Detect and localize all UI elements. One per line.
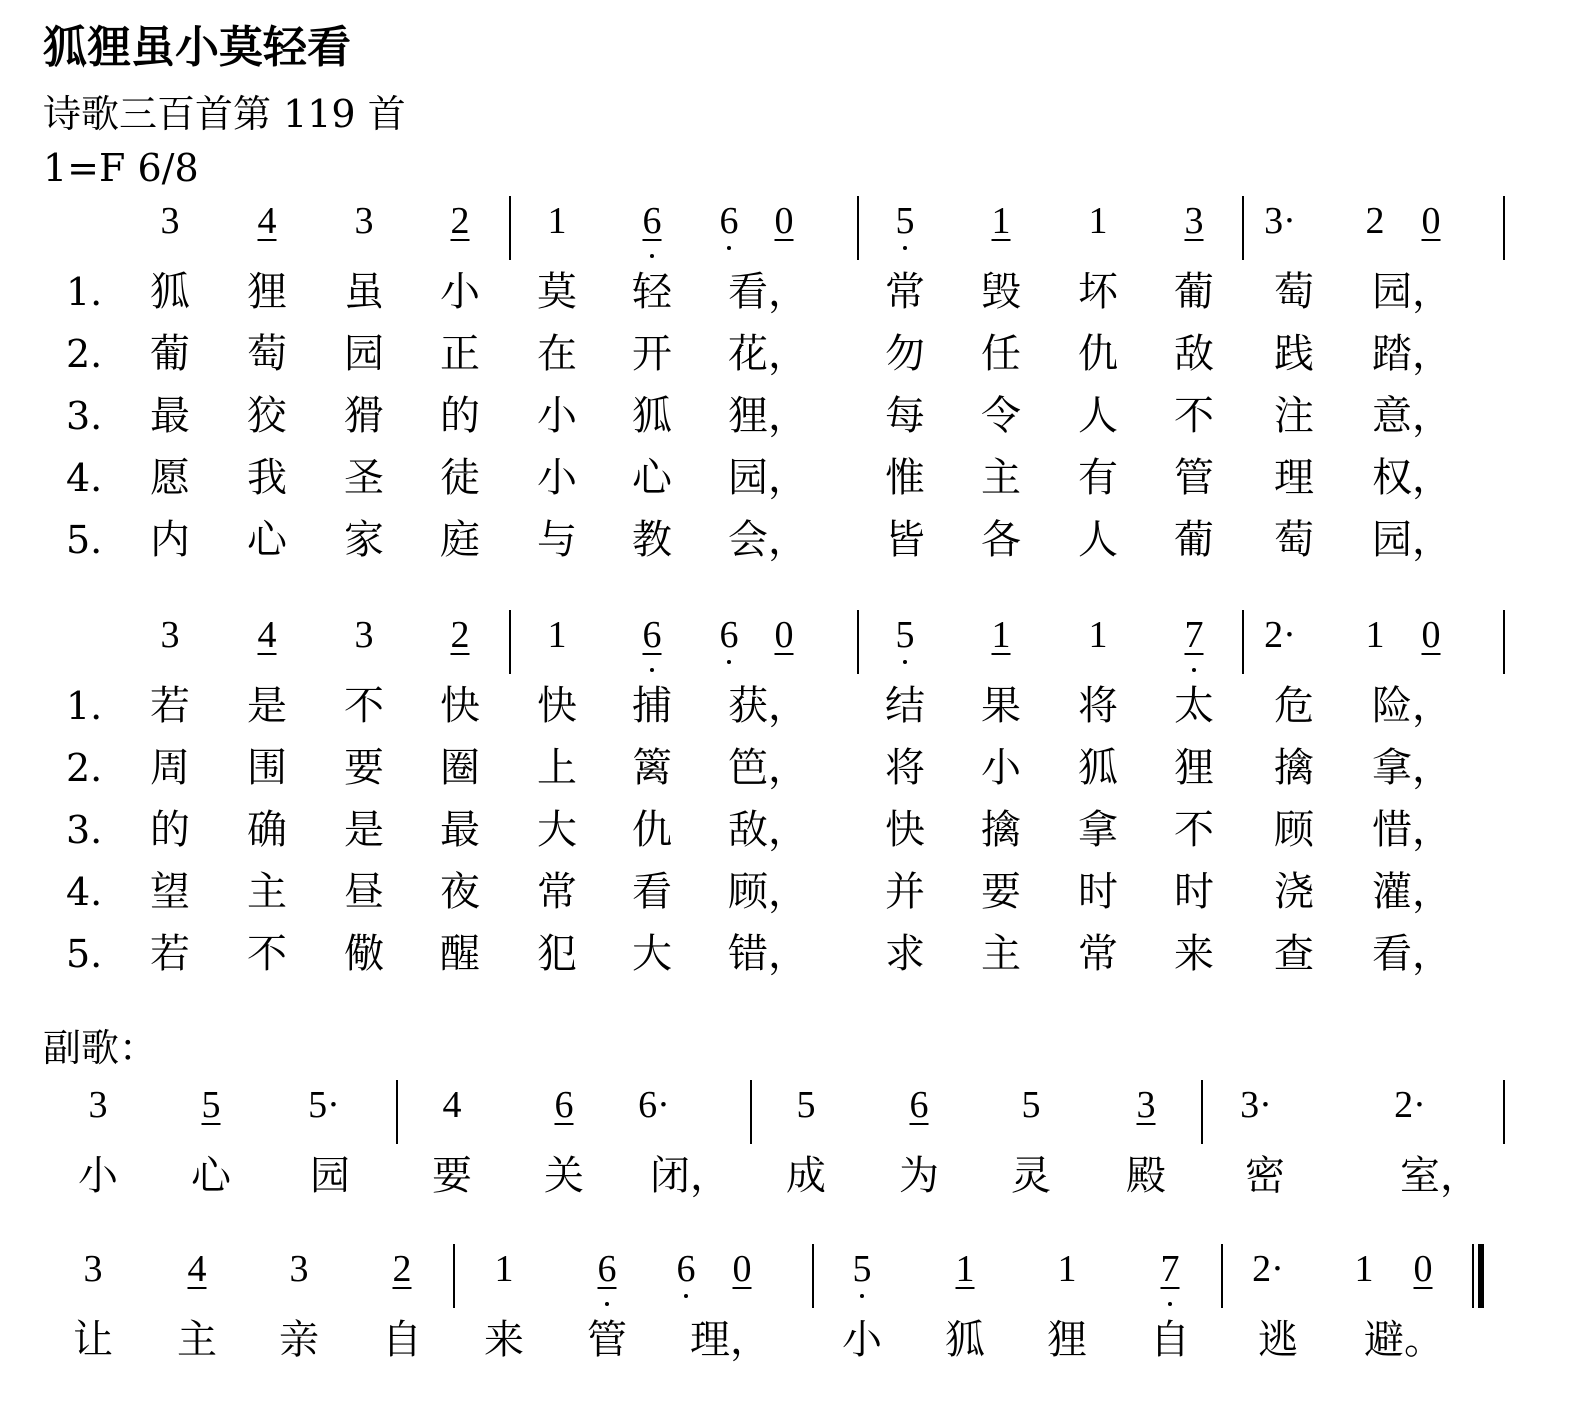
lyric-char: 萄 — [1274, 517, 1314, 563]
lower-octave-dot — [903, 246, 907, 250]
lyric-char: 狐 — [150, 269, 190, 315]
lyric-char: 不 — [1174, 807, 1214, 853]
lyric-char: 昼 — [344, 869, 384, 915]
lyric-char: 顾 — [1274, 807, 1314, 853]
note: 5 — [1021, 1084, 1041, 1126]
lyric-char: 的 — [440, 393, 480, 439]
bar-line — [857, 196, 859, 260]
lyric-char: 不 — [247, 931, 287, 977]
note: 1 — [1365, 614, 1385, 656]
lyric-char: 快 — [537, 683, 577, 729]
bar-line — [1503, 1080, 1505, 1144]
chorus-label: 副歌： — [43, 1026, 158, 1070]
lyric-char: 时 — [1078, 869, 1118, 915]
lyric-char: 要 — [344, 745, 384, 791]
lyric-char: 狸 — [1174, 745, 1214, 791]
lyric-char: 教 — [632, 517, 672, 563]
lyric-char: 轻 — [632, 269, 672, 315]
note: 3 — [160, 614, 180, 656]
bar-line — [1201, 1080, 1203, 1144]
note: 6· — [638, 1084, 670, 1126]
lyric-char: 狸， — [728, 393, 808, 439]
note: 4 — [257, 200, 277, 242]
lyric-char: 葡 — [1174, 517, 1214, 563]
lyric-char: 确 — [247, 807, 287, 853]
bar-line — [1503, 196, 1505, 260]
lyric-char: 太 — [1174, 683, 1214, 729]
lyric-char: 来 — [484, 1317, 524, 1363]
verse-number: 3. — [66, 808, 103, 852]
note: 0 — [1421, 614, 1441, 656]
verse-number: 5. — [66, 518, 103, 562]
lyric-char: 不 — [1174, 393, 1214, 439]
bar-line — [1221, 1244, 1223, 1308]
final-bar-line — [1478, 1244, 1484, 1308]
lower-octave-dot — [650, 668, 654, 672]
lyric-char: 擒 — [1274, 745, 1314, 791]
note: 5 — [895, 614, 915, 656]
lyric-char: 管 — [587, 1317, 627, 1363]
lyric-char: 内 — [150, 517, 190, 563]
note: 6 — [719, 614, 739, 656]
lyric-char: 勿 — [885, 331, 925, 377]
lyric-char: 各 — [981, 517, 1021, 563]
lyric-char: 望 — [150, 869, 190, 915]
lyric-char: 成 — [786, 1153, 826, 1199]
note: 3 — [160, 200, 180, 242]
lyric-char: 儆 — [344, 931, 384, 977]
note: 6 — [554, 1084, 574, 1126]
lyric-char: 有 — [1078, 455, 1118, 501]
final-bar-line — [1472, 1244, 1474, 1308]
lyric-char: 看， — [1372, 931, 1452, 977]
lyric-char: 主 — [247, 869, 287, 915]
note: 2 — [392, 1248, 412, 1290]
lyric-char: 理， — [690, 1317, 770, 1363]
lyric-char: 葡 — [1174, 269, 1214, 315]
note: 1 — [991, 614, 1011, 656]
verse-number: 5. — [66, 932, 103, 976]
note: 0 — [1413, 1248, 1433, 1290]
note: 1 — [1088, 614, 1108, 656]
lyric-char: 周 — [150, 745, 190, 791]
lyric-char: 若 — [150, 683, 190, 729]
lyric-char: 皆 — [885, 517, 925, 563]
bar-line — [1242, 196, 1244, 260]
note: 3 — [1184, 200, 1204, 242]
lyric-char: 果 — [981, 683, 1021, 729]
note: 1 — [991, 200, 1011, 242]
lyric-char: 狐 — [945, 1317, 985, 1363]
verse-number: 4. — [66, 870, 103, 914]
lyric-char: 不 — [344, 683, 384, 729]
bar-line — [1503, 610, 1505, 674]
lyric-char: 将 — [1078, 683, 1118, 729]
lyric-char: 狐 — [632, 393, 672, 439]
note: 3 — [1136, 1084, 1156, 1126]
verse-number: 1. — [66, 270, 103, 314]
lyric-char: 是 — [344, 807, 384, 853]
lyric-char: 愿 — [150, 455, 190, 501]
note: 3· — [1264, 200, 1296, 242]
lyric-char: 犯 — [537, 931, 577, 977]
lyric-char: 常 — [885, 269, 925, 315]
lyric-char: 拿 — [1078, 807, 1118, 853]
note: 6 — [642, 200, 662, 242]
lyric-char: 若 — [150, 931, 190, 977]
lyric-char: 求 — [885, 931, 925, 977]
note: 2· — [1264, 614, 1296, 656]
lyric-char: 正 — [440, 331, 480, 377]
lyric-char: 心 — [632, 455, 672, 501]
lyric-char: 心 — [247, 517, 287, 563]
note: 6 — [642, 614, 662, 656]
lyric-char: 与 — [537, 517, 577, 563]
lyric-char: 园， — [728, 455, 808, 501]
lyric-char: 莫 — [537, 269, 577, 315]
bar-line — [812, 1244, 814, 1308]
lyric-char: 理 — [1274, 455, 1314, 501]
lyric-char: 要 — [981, 869, 1021, 915]
note: 4 — [442, 1084, 462, 1126]
lyric-char: 灌， — [1372, 869, 1452, 915]
lyric-char: 密 — [1245, 1153, 1285, 1199]
lyric-char: 庭 — [440, 517, 480, 563]
lyric-char: 闭， — [650, 1153, 730, 1199]
bar-line — [396, 1080, 398, 1144]
lyric-char: 时 — [1174, 869, 1214, 915]
verse-number: 3. — [66, 394, 103, 438]
bar-line — [750, 1080, 752, 1144]
note: 6 — [909, 1084, 929, 1126]
lyric-char: 逃 — [1258, 1317, 1298, 1363]
note: 1 — [1057, 1248, 1077, 1290]
bar-line — [453, 1244, 455, 1308]
lyric-char: 惜， — [1372, 807, 1452, 853]
lyric-char: 常 — [537, 869, 577, 915]
lyric-char: 快 — [885, 807, 925, 853]
lyric-char: 关 — [544, 1153, 584, 1199]
lyric-char: 小 — [537, 455, 577, 501]
lyric-char: 管 — [1174, 455, 1214, 501]
lyric-char: 狐 — [1078, 745, 1118, 791]
note: 3 — [354, 614, 374, 656]
note: 1 — [494, 1248, 514, 1290]
lyric-char: 仇 — [632, 807, 672, 853]
bar-line — [857, 610, 859, 674]
lyric-char: 小 — [440, 269, 480, 315]
note: 1 — [1354, 1248, 1374, 1290]
lyric-char: 拿， — [1372, 745, 1452, 791]
lower-octave-dot — [1192, 668, 1196, 672]
lyric-char: 来 — [1174, 931, 1214, 977]
note: 2· — [1394, 1084, 1426, 1126]
lyric-char: 心 — [191, 1153, 231, 1199]
note: 2 — [450, 200, 470, 242]
lyric-char: 人 — [1078, 517, 1118, 563]
lyric-char: 为 — [899, 1153, 939, 1199]
lyric-char: 小 — [537, 393, 577, 439]
lyric-char: 要 — [432, 1153, 472, 1199]
note: 6 — [719, 200, 739, 242]
note: 5· — [308, 1084, 340, 1126]
note: 3 — [354, 200, 374, 242]
lyric-char: 常 — [1078, 931, 1118, 977]
lyric-char: 园 — [344, 331, 384, 377]
note: 5 — [796, 1084, 816, 1126]
note: 1 — [955, 1248, 975, 1290]
lower-octave-dot — [684, 1294, 688, 1298]
lyric-char: 自 — [1150, 1317, 1190, 1363]
note: 2· — [1252, 1248, 1284, 1290]
lyric-char: 敌， — [728, 807, 808, 853]
verse-number: 4. — [66, 456, 103, 500]
lyric-char: 圈 — [440, 745, 480, 791]
lyric-char: 小 — [842, 1317, 882, 1363]
lower-octave-dot — [1168, 1302, 1172, 1306]
lyric-char: 让 — [73, 1317, 113, 1363]
lyric-char: 敌 — [1174, 331, 1214, 377]
lyric-char: 灵 — [1011, 1153, 1051, 1199]
verse-number: 2. — [66, 746, 103, 790]
note: 3 — [88, 1084, 108, 1126]
note: 5 — [201, 1084, 221, 1126]
lyric-char: 我 — [247, 455, 287, 501]
lyric-char: 萄 — [247, 331, 287, 377]
note: 5 — [852, 1248, 872, 1290]
lyric-char: 亲 — [279, 1317, 319, 1363]
lower-octave-dot — [860, 1294, 864, 1298]
note: 3· — [1240, 1084, 1272, 1126]
lyric-char: 看 — [632, 869, 672, 915]
lyric-char: 笆， — [728, 745, 808, 791]
lyric-char: 看， — [728, 269, 808, 315]
lyric-char: 坏 — [1078, 269, 1118, 315]
lyric-char: 注 — [1274, 393, 1314, 439]
note: 7 — [1184, 614, 1204, 656]
lyric-char: 花， — [728, 331, 808, 377]
lyric-char: 家 — [344, 517, 384, 563]
note: 2 — [1365, 200, 1385, 242]
lyric-char: 避。 — [1364, 1317, 1444, 1363]
lyric-char: 室， — [1400, 1153, 1480, 1199]
note: 0 — [774, 614, 794, 656]
lyric-char: 任 — [981, 331, 1021, 377]
note: 0 — [1421, 200, 1441, 242]
lyric-char: 主 — [981, 931, 1021, 977]
note: 4 — [257, 614, 277, 656]
bar-line — [1242, 610, 1244, 674]
lyric-char: 围 — [247, 745, 287, 791]
lyric-char: 殿 — [1126, 1153, 1166, 1199]
lyric-char: 错， — [728, 931, 808, 977]
lower-octave-dot — [650, 254, 654, 258]
lyric-char: 查 — [1274, 931, 1314, 977]
lyric-char: 令 — [981, 393, 1021, 439]
lyric-char: 快 — [440, 683, 480, 729]
note: 1 — [1088, 200, 1108, 242]
lower-octave-dot — [727, 246, 731, 250]
note: 7 — [1160, 1248, 1180, 1290]
lyric-char: 开 — [632, 331, 672, 377]
lyric-char: 结 — [885, 683, 925, 729]
note: 4 — [187, 1248, 207, 1290]
note: 1 — [547, 200, 567, 242]
bar-line — [509, 196, 511, 260]
lyric-char: 园， — [1372, 269, 1452, 315]
lyric-char: 醒 — [440, 931, 480, 977]
lyric-char: 的 — [150, 807, 190, 853]
lyric-char: 园， — [1372, 517, 1452, 563]
bar-line — [509, 610, 511, 674]
note: 1 — [547, 614, 567, 656]
verse-number: 2. — [66, 332, 103, 376]
lyric-char: 惟 — [885, 455, 925, 501]
lyric-char: 危 — [1274, 683, 1314, 729]
lower-octave-dot — [727, 660, 731, 664]
lyric-char: 上 — [537, 745, 577, 791]
lower-octave-dot — [903, 660, 907, 664]
lyric-char: 将 — [885, 745, 925, 791]
lyric-char: 并 — [885, 869, 925, 915]
lyric-char: 狸 — [247, 269, 287, 315]
lyric-char: 意， — [1372, 393, 1452, 439]
lyric-char: 徒 — [440, 455, 480, 501]
lyric-char: 萄 — [1274, 269, 1314, 315]
lyric-char: 浇 — [1274, 869, 1314, 915]
lyric-char: 主 — [177, 1317, 217, 1363]
lyric-char: 顾， — [728, 869, 808, 915]
lyric-char: 会， — [728, 517, 808, 563]
lyric-char: 最 — [440, 807, 480, 853]
lyric-char: 夜 — [440, 869, 480, 915]
note: 0 — [732, 1248, 752, 1290]
note: 6 — [676, 1248, 696, 1290]
lyric-char: 自 — [382, 1317, 422, 1363]
lyric-char: 捕 — [632, 683, 672, 729]
lyric-char: 险， — [1372, 683, 1452, 729]
hymn-subtitle: 诗歌三百首第 119 首 — [43, 92, 406, 136]
lyric-char: 篱 — [632, 745, 672, 791]
lyric-char: 主 — [981, 455, 1021, 501]
lyric-char: 葡 — [150, 331, 190, 377]
note: 3 — [83, 1248, 103, 1290]
note: 5 — [895, 200, 915, 242]
verse-number: 1. — [66, 684, 103, 728]
lyric-char: 每 — [885, 393, 925, 439]
lyric-char: 大 — [537, 807, 577, 853]
lyric-char: 毁 — [981, 269, 1021, 315]
lyric-char: 践 — [1274, 331, 1314, 377]
lyric-char: 园 — [310, 1153, 350, 1199]
lyric-char: 狸 — [1047, 1317, 1087, 1363]
lyric-char: 擒 — [981, 807, 1021, 853]
lyric-char: 小 — [78, 1153, 118, 1199]
lyric-char: 获， — [728, 683, 808, 729]
lyric-char: 权， — [1372, 455, 1452, 501]
note: 6 — [597, 1248, 617, 1290]
lyric-char: 虽 — [344, 269, 384, 315]
lyric-char: 大 — [632, 931, 672, 977]
lyric-char: 仇 — [1078, 331, 1118, 377]
lyric-char: 是 — [247, 683, 287, 729]
lyric-char: 人 — [1078, 393, 1118, 439]
lyric-char: 猾 — [344, 393, 384, 439]
lyric-char: 踏， — [1372, 331, 1452, 377]
lyric-char: 在 — [537, 331, 577, 377]
lyric-char: 小 — [981, 745, 1021, 791]
hymn-title: 狐狸虽小莫轻看 — [43, 22, 351, 73]
note: 2 — [450, 614, 470, 656]
key-signature: 1=F 6/8 — [43, 146, 199, 190]
lower-octave-dot — [605, 1302, 609, 1306]
note: 0 — [774, 200, 794, 242]
lyric-char: 最 — [150, 393, 190, 439]
note: 3 — [289, 1248, 309, 1290]
lyric-char: 圣 — [344, 455, 384, 501]
lyric-char: 狡 — [247, 393, 287, 439]
